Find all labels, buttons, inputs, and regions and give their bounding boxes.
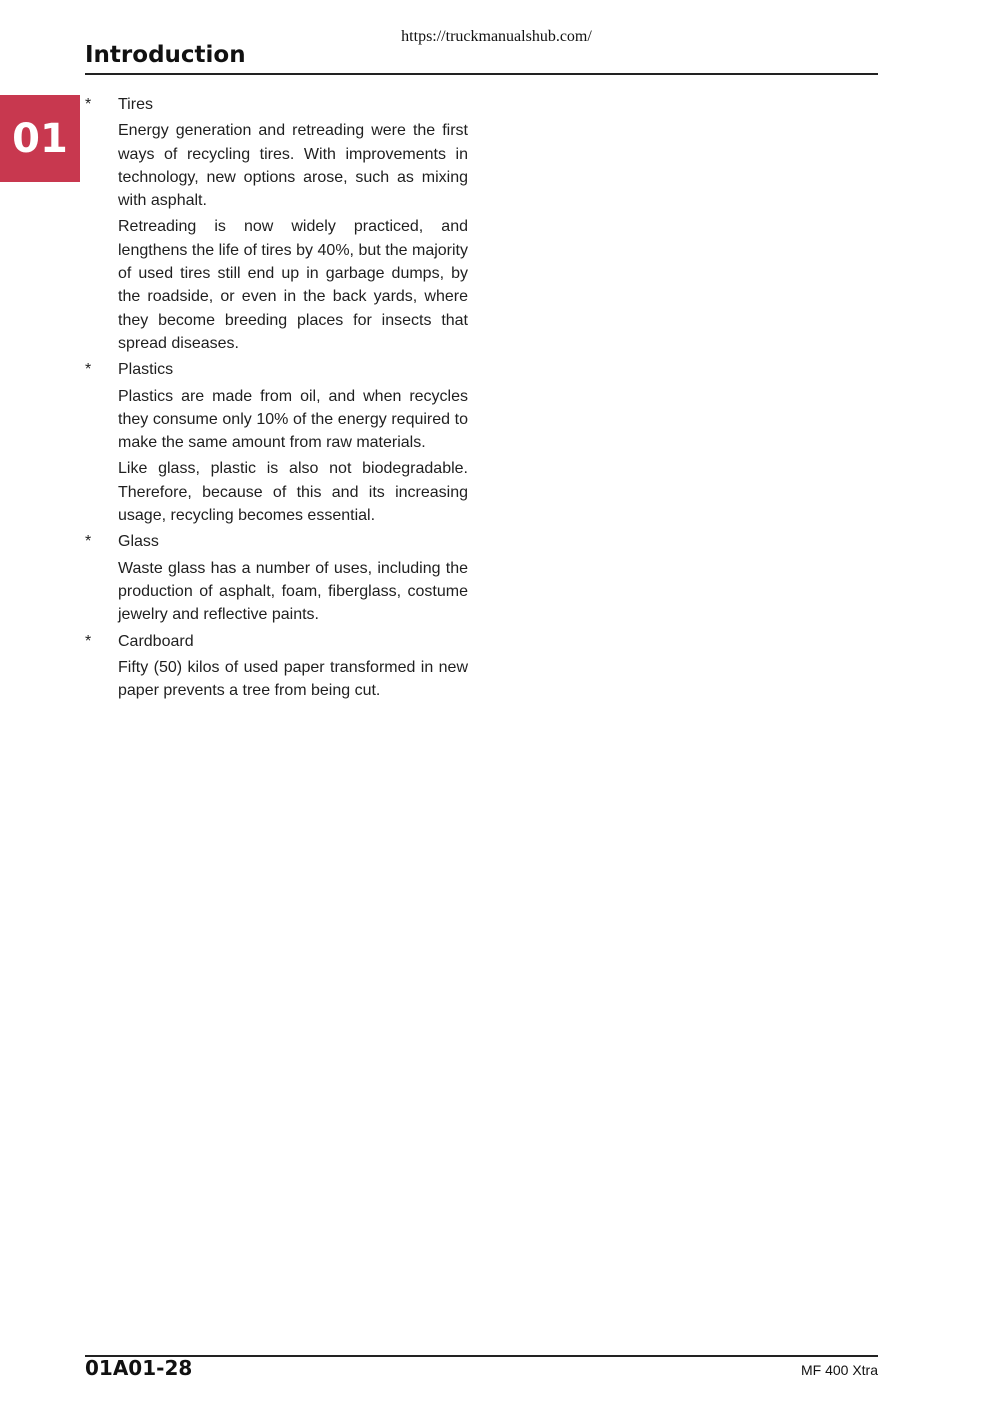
paragraph: Like glass, plastic is also not biodegradable. Therefore, because of this and its increasing usage, recycling becomes essential. [118, 460, 468, 525]
list-item-plastics [85, 358, 468, 527]
item-heading: Glass [118, 533, 159, 551]
list-item-glass [85, 530, 468, 626]
footer-divider [85, 1355, 878, 1357]
content-column [85, 93, 468, 705]
bullet-marker: * [85, 632, 92, 650]
list-item-cardboard [85, 630, 468, 703]
paragraph: Energy generation and retreading were the first ways of recycling tires. With improvements in technology, new options arose, such as mixing with asphalt. [118, 122, 468, 210]
bullet-marker: * [85, 96, 92, 113]
bullet-marker: * [85, 361, 92, 379]
paragraph: Fifty (50) kilos of used paper transformed in new paper prevents a tree from being cut. [118, 658, 468, 700]
chapter-tab: 01 [0, 95, 80, 182]
bullet-marker: * [85, 533, 92, 551]
page-number: 01A01-28 [85, 1356, 193, 1380]
paragraph: Retreading is now widely practiced, and lengthens the life of tires by 40%, but the majority of used tires still end up in garbage dumps, by the roadside, or even in the back yards, where they become breeding places for insects that spread diseases. [118, 218, 468, 352]
header-divider [85, 73, 878, 75]
model-name: MF 400 Xtra [800, 1362, 878, 1378]
item-heading: Plastics [118, 361, 174, 379]
paragraph: Waste glass has a number of uses, including the production of asphalt, foam, fiberglass, costume jewelry and reflective paints. [118, 559, 468, 624]
list-item-tires [85, 93, 468, 355]
item-heading: Tires [118, 96, 153, 113]
page-title: Introduction [85, 42, 246, 68]
paragraph: Plastics are made from oil, and when recycles they consume only 10% of the energy required to make the same amount from raw materials. [118, 387, 468, 452]
source-url[interactable]: https://truckmanualshub.com/ [401, 28, 592, 45]
item-heading: Cardboard [118, 632, 194, 650]
